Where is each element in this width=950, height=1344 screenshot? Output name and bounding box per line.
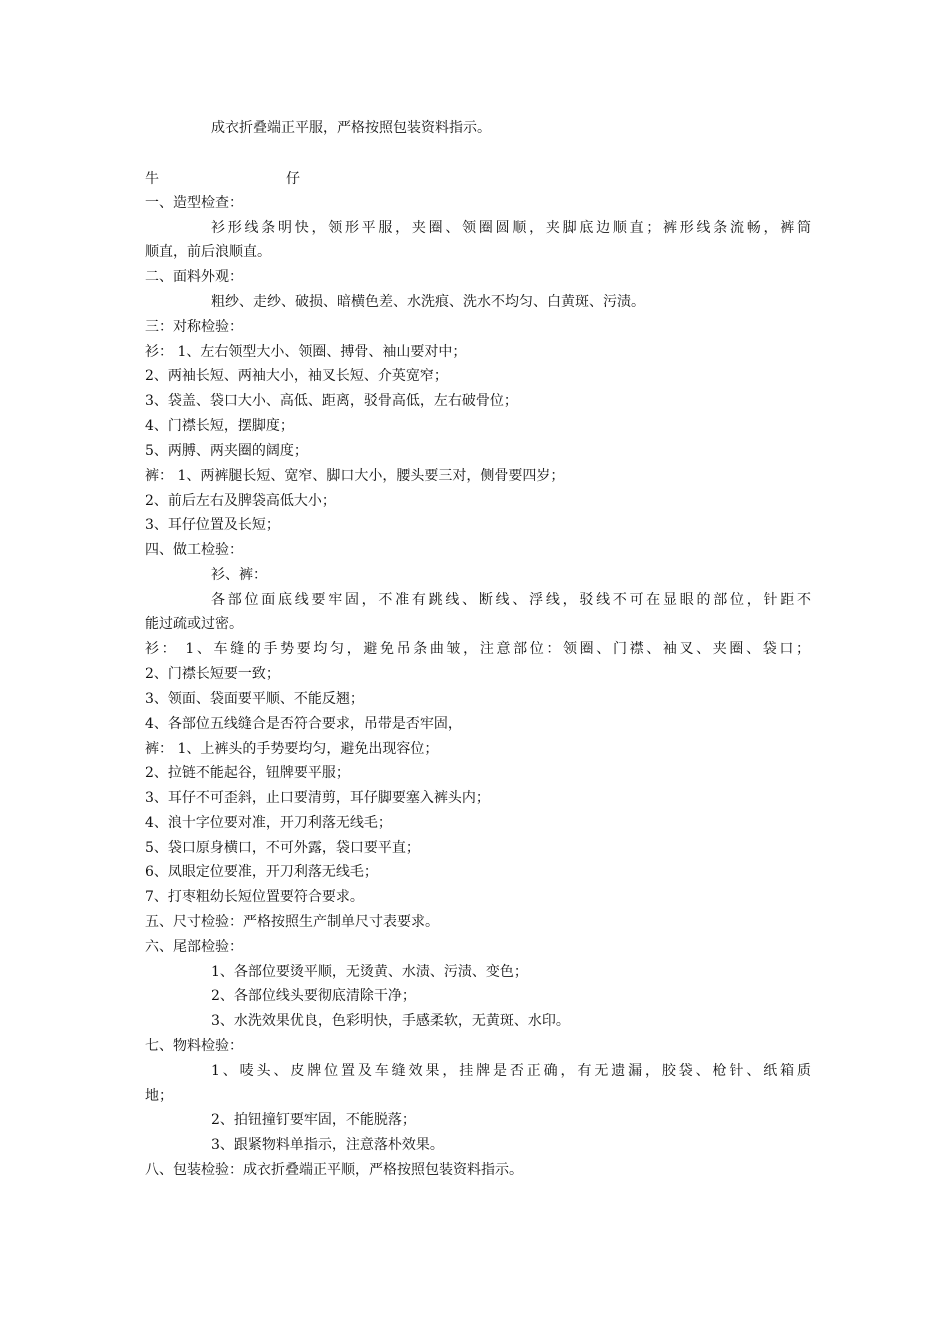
body-line: 衫形线条明快，领形平服，夹圈、领圈圆顺，夹脚底边顺直；裤形线条流畅，裤筒 [211,220,811,236]
list-item: 裤： 1、两裤腿长短、宽窄、脚口大小，腰头要三对，侧骨要四岁； [145,468,565,484]
list-item: 5、两膊、两夹圈的阔度； [145,443,308,459]
section-heading: 七、物料检验： [145,1038,243,1054]
list-item: 2、拍钮撞钉要牢固，不能脱落； [211,1112,416,1128]
list-item: 6、凤眼定位要准，开刀利落无线毛； [145,864,378,880]
section-heading: 一、造型检查： [145,195,243,211]
list-item: 2、拉链不能起谷，钮牌要平服； [145,765,350,781]
heading-right-char: 仔 [286,171,300,187]
list-item: 7、打枣粗幼长短位置要符合要求。 [145,889,364,905]
body-line: 顺直，前后浪顺直。 [145,244,271,260]
section-heading: 六、尾部检验： [145,939,243,955]
list-item: 3、领面、袋面要平顺、不能反翘； [145,691,364,707]
list-item: 衫： 1、左右领型大小、领圈、搏骨、袖山要对中； [145,344,467,360]
list-item: 3、水洗效果优良，色彩明快，手感柔软，无黄斑、水印。 [211,1013,570,1029]
body-line: 各部位面底线要牢固，不准有跳线、断线、浮线，驳线不可在显眼的部位，针距不 [211,592,811,608]
list-item: 衫： 1、车缝的手势要均匀，避免吊条曲皱，注意部位：领圈、门襟、袖叉、夹圈、袋口； [145,641,810,657]
list-item: 裤： 1、上裤头的手势要均匀，避免出现容位； [145,741,439,757]
list-item: 5、袋口原身横口，不可外露，袋口要平直； [145,840,420,856]
list-item: 4、门襟长短，摆脚度； [145,418,294,434]
list-item: 3、跟紧物料单指示，注意落朴效果。 [211,1137,444,1153]
body-line: 衫、裤： [211,567,267,583]
list-item: 1、唛头、皮牌位置及车缝效果，挂牌是否正确，有无遗漏，胶袋、枪针、纸箱质 [211,1063,811,1079]
body-line: 能过疏或过密。 [145,616,243,632]
section-heading: 三：对称检验： [145,319,243,335]
section-heading: 五、尺寸检验：严格按照生产制单尺寸表要求。 [145,914,439,930]
body-line: 粗纱、走纱、破损、暗横色差、水洗痕、洗水不均匀、白黄斑、污渍。 [211,294,645,310]
list-item: 3、耳仔位置及长短； [145,517,280,533]
body-line: 地； [145,1088,173,1104]
list-item: 4、各部位五线缝合是否符合要求，吊带是否牢固， [145,716,462,732]
section-heading: 四、做工检验： [145,542,243,558]
list-item: 3、耳仔不可歪斜，止口要清剪，耳仔脚要塞入裤头内； [145,790,490,806]
list-item: 3、袋盖、袋口大小、高低、距离，驳骨高低，左右破骨位； [145,393,518,409]
list-item: 4、浪十字位要对准，开刀利落无线毛； [145,815,392,831]
intro-line: 成衣折叠端正平服，严格按照包装资料指示。 [211,120,491,136]
section-heading: 二、面料外观： [145,269,243,285]
list-item: 2、两袖长短、两袖大小，袖叉长短、介英宽窄； [145,368,448,384]
list-item: 2、门襟长短要一致； [145,666,280,682]
list-item: 2、各部位线头要彻底清除干净； [211,988,416,1004]
list-item: 1、各部位要烫平顺，无烫黄、水渍、污渍、变色； [211,964,528,980]
heading-left-char: 牛 [145,171,159,187]
section-heading: 八、包装检验：成衣折叠端正平顺，严格按照包装资料指示。 [145,1162,523,1178]
list-item: 2、前后左右及脾袋高低大小； [145,493,336,509]
